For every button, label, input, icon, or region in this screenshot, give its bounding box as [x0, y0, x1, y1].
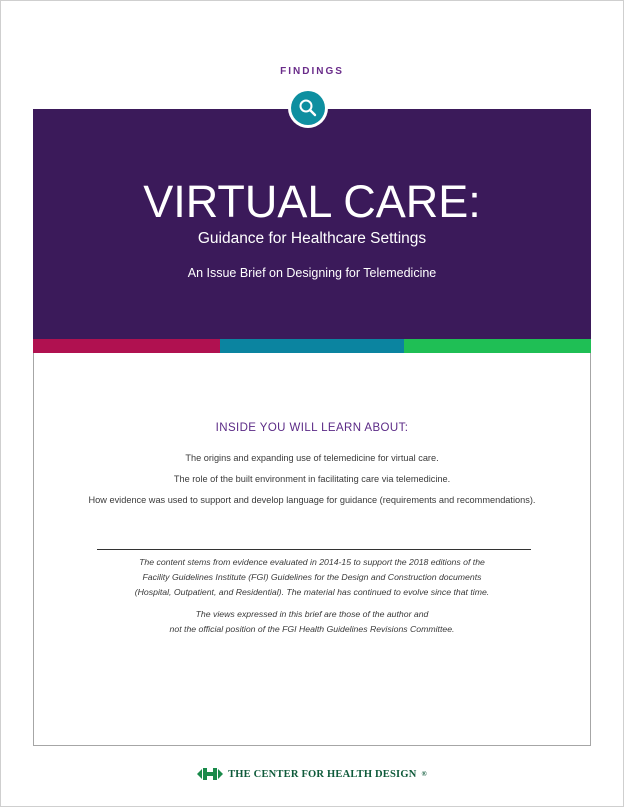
hero-banner	[33, 109, 591, 339]
search-icon	[298, 98, 318, 118]
divider-rule	[97, 549, 531, 550]
document-tagline: An Issue Brief on Designing for Telemedicine	[187, 266, 437, 280]
findings-label: FINDINGS	[280, 66, 344, 77]
org-name: THE CENTER FOR HEALTH DESIGN	[228, 768, 417, 780]
learn-list	[0, 448, 624, 511]
disclaimer-line: The views expressed in this brief are those of the author and	[195, 609, 429, 619]
source-note-line: The content stems from evidence evaluated in 2014-15 to support the 2018 editions of the	[139, 557, 485, 567]
search-badge	[288, 88, 328, 128]
color-stripe-green	[404, 339, 591, 353]
learn-heading: INSIDE YOU WILL LEARN ABOUT:	[215, 422, 409, 434]
learn-item: The origins and expanding use of telemedicine for virtual care.	[185, 453, 439, 463]
registered-mark: ®	[421, 770, 427, 778]
source-note	[0, 555, 624, 600]
chd-logo-icon	[197, 767, 223, 781]
document-subtitle: Guidance for Healthcare Settings	[197, 230, 427, 247]
color-stripe-magenta	[33, 339, 220, 353]
learn-item: The role of the built environment in facilitating care via telemedicine.	[173, 474, 451, 484]
source-note-line: (Hospital, Outpatient, and Residential). The material has continued to evolve since that time.	[134, 587, 490, 597]
document-title: VIRTUAL CARE:	[143, 176, 481, 227]
footer	[0, 767, 624, 783]
learn-item: How evidence was used to support and develop language for guidance (requirements and recommendations).	[88, 495, 536, 505]
color-stripe-teal	[220, 339, 404, 353]
source-note-line: Facility Guidelines Institute (FGI) Guidelines for the Design and Construction documents	[142, 572, 482, 582]
disclaimer-line: not the official position of the FGI Health Guidelines Revisions Committee.	[169, 624, 455, 634]
disclaimer-note	[0, 607, 624, 637]
